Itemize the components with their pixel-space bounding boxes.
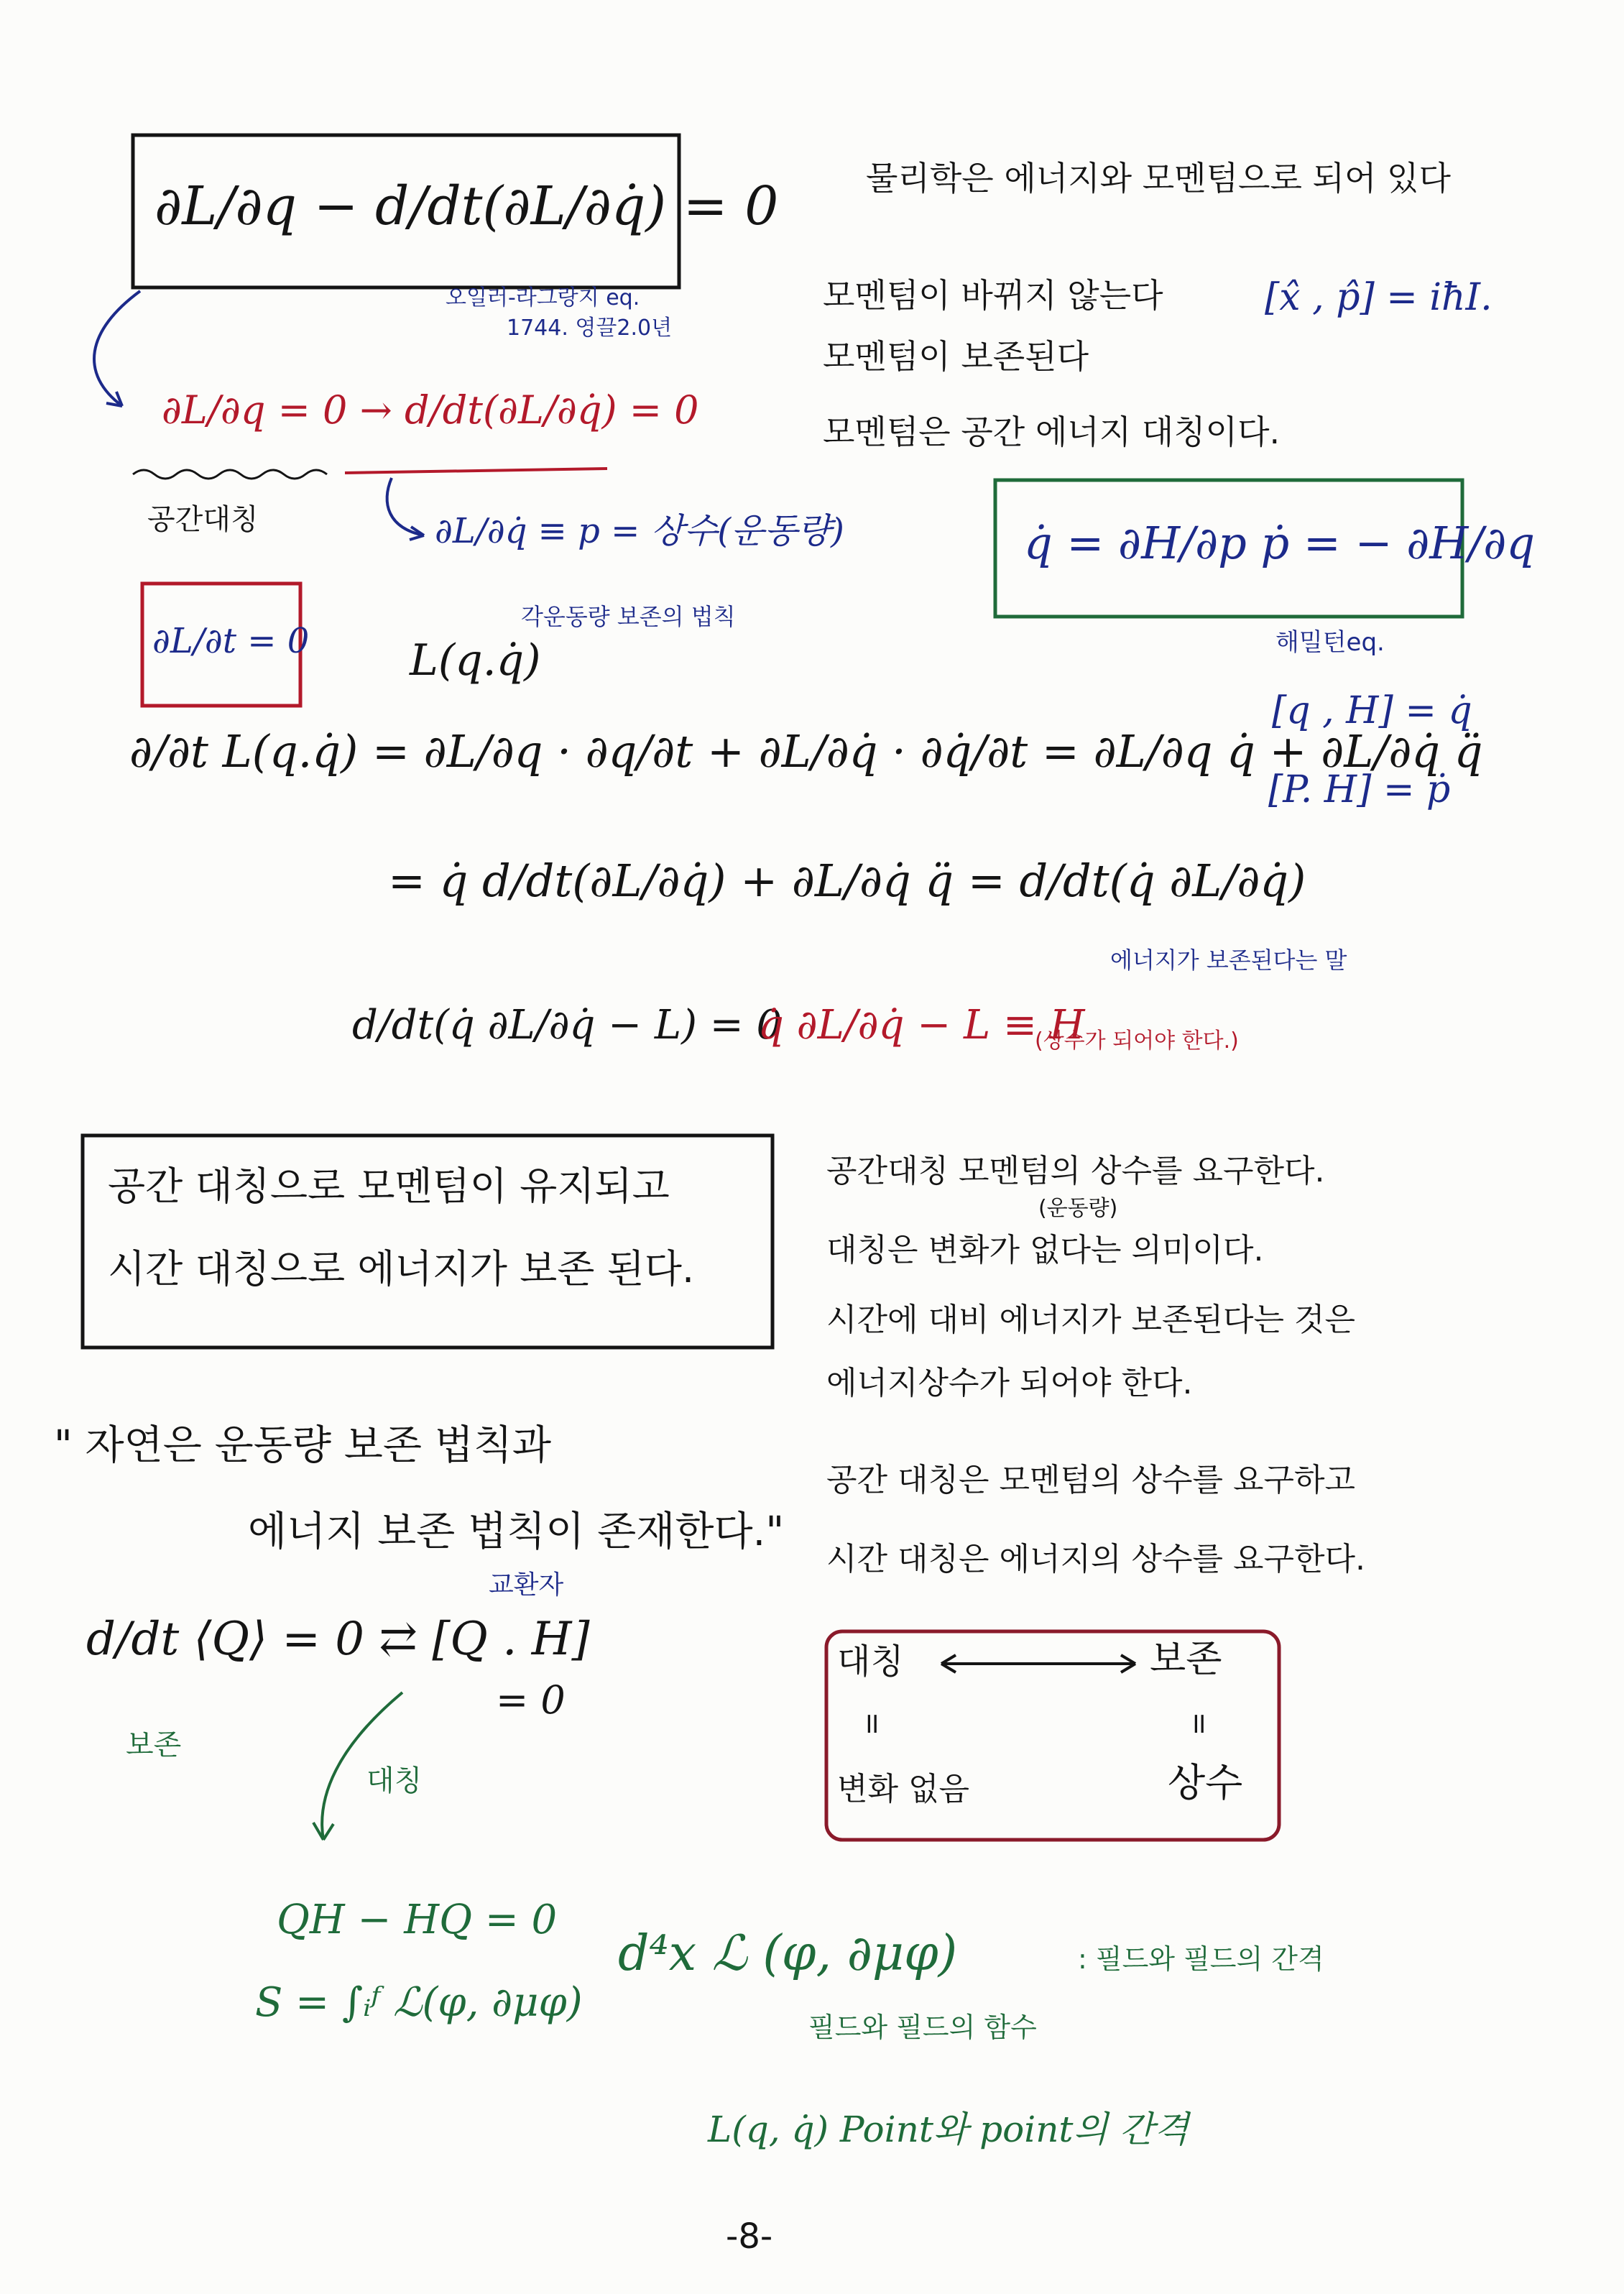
derivation-line-3: d/dt(q̇ ∂L/∂q̇ − L) = 0 — [352, 1002, 783, 1049]
physics-statement: 물리학은 에너지와 모멘텀으로 되어 있다 — [866, 159, 1451, 198]
dL-dt-zero: ∂L/∂t = 0 — [152, 621, 310, 661]
note-momentum-constant: 공간대칭 모멘텀의 상수를 요구한다. — [826, 1153, 1325, 1189]
field-interval-note: : 필드와 필드의 간격 — [1078, 1943, 1324, 1975]
euler-lagrange-caption: 오일러-라그랑지 eq. — [446, 285, 640, 310]
point-lagrangian: L(q, q̇) Point와 point의 간격 — [708, 2109, 1189, 2150]
sym-box-equals-2: ॥ — [1189, 1707, 1207, 1740]
derivation-line-2: = q̇ d/dt(∂L/∂q̇) + ∂L/∂q̇ q̈ = d/dt(q̇ ∂L/∂q̇) — [388, 855, 1306, 907]
angular-momentum-note: 각운동량 보존의 법칙 — [521, 603, 736, 630]
position-momentum-commutator: [x̂ , p̂] = iħI. — [1265, 276, 1492, 319]
summary-line-2: 시간 대칭으로 에너지가 보존 된다. — [108, 1246, 695, 1291]
curved-arrow-1 — [94, 291, 140, 406]
derivation-line-1: ∂/∂t L(q.q̇) = ∂L/∂q · ∂q/∂t + ∂L/∂q̇ · ∂q̇/∂t = ∂L/∂q q̇ + ∂L/∂q̇ q̈ — [129, 725, 1483, 778]
red-underline — [345, 469, 607, 473]
space-symmetry-label: 공간대칭 — [147, 503, 259, 536]
sym-box-conservation: 보존 — [1150, 1638, 1222, 1681]
euler-lagrange-equation: ∂L/∂q − d/dt(∂L/∂q̇) = 0 — [154, 175, 779, 237]
euler-lagrange-year: 1744. 영끌2.0년 — [507, 315, 673, 341]
note-time-requires: 시간 대칭은 에너지의 상수를 요구한다. — [826, 1541, 1365, 1577]
note-symmetry-meaning: 대칭은 변화가 없다는 의미이다. — [826, 1232, 1264, 1268]
sym-box-equals-1: ॥ — [862, 1707, 880, 1740]
note-energy-constant: 에너지상수가 되어야 한다. — [826, 1365, 1193, 1401]
energy-conserved-note: 에너지가 보존된다는 말 — [1110, 946, 1347, 974]
commutator-label: 교환자 — [489, 1570, 564, 1600]
quote-line-1: " 자연은 운동량 보존 법칙과 — [54, 1422, 552, 1469]
red-step-equation: ∂L/∂q = 0 → d/dt(∂L/∂q̇) = 0 — [162, 387, 699, 433]
quote-line-2: 에너지 보존 법칙이 존재한다." — [248, 1508, 785, 1555]
curved-arrow-2 — [387, 478, 424, 535]
momentum-space-symmetry: 모멘텀은 공간 에너지 대칭이다. — [823, 413, 1281, 451]
lagrangian-label: L(q.q̇) — [410, 635, 541, 686]
momentum-unchanged: 모멘텀이 바뀌지 않는다 — [823, 276, 1163, 315]
momentum-conserved: 모멘텀이 보존된다 — [823, 337, 1089, 376]
hamiltonian-definition: q̇ ∂L/∂q̇ − L ≡ H — [758, 1002, 1085, 1049]
field-function-note: 필드와 필드의 함수 — [808, 2012, 1037, 2043]
commutator-relation: d/dt ⟨Q⟩ = 0 ⇄ [Q . H] — [86, 1613, 590, 1666]
note-momentum-sub: (운동량) — [1038, 1196, 1118, 1221]
qh-hq-equation: QH − HQ = 0 — [277, 1897, 558, 1943]
hamilton-equations: q̇ = ∂H/∂p ṗ = − ∂H/∂q — [1024, 517, 1536, 569]
field-lagrangian: d⁴x ℒ (φ, ∂μφ) — [618, 1925, 958, 1982]
hamilton-caption: 해밀턴eq. — [1275, 628, 1385, 657]
poisson-bracket-q: [q , H] = q̇ — [1272, 689, 1472, 732]
note-space-requires: 공간 대칭은 모멘텀의 상수를 요구하고 — [826, 1462, 1356, 1498]
note-time-energy: 시간에 대비 에너지가 보존된다는 것은 — [826, 1302, 1356, 1338]
symmetry-label: 대칭 — [366, 1764, 423, 1797]
wavy-underline — [133, 470, 327, 479]
action-integral: S = ∫ᵢᶠ ℒ(φ, ∂μφ) — [255, 1979, 583, 2026]
sym-box-symmetry: 대칭 — [837, 1641, 904, 1682]
commutator-equals-zero: = 0 — [496, 1677, 566, 1723]
sym-box-no-change: 변화 없음 — [837, 1771, 970, 1807]
conservation-label: 보존 — [126, 1728, 182, 1761]
must-be-constant-note: (상수가 되어야 한다.) — [1035, 1028, 1239, 1054]
momentum-conservation-eq: ∂L/∂q̇ ≡ p = 상수(운동량) — [435, 511, 844, 551]
sym-box-constant: 상수 — [1168, 1760, 1243, 1805]
page-number: -8- — [726, 2216, 773, 2257]
summary-line-1: 공간 대칭으로 모멘텀이 유지되고 — [108, 1164, 670, 1209]
poisson-bracket-p: [P. H] = ṗ — [1268, 768, 1451, 811]
